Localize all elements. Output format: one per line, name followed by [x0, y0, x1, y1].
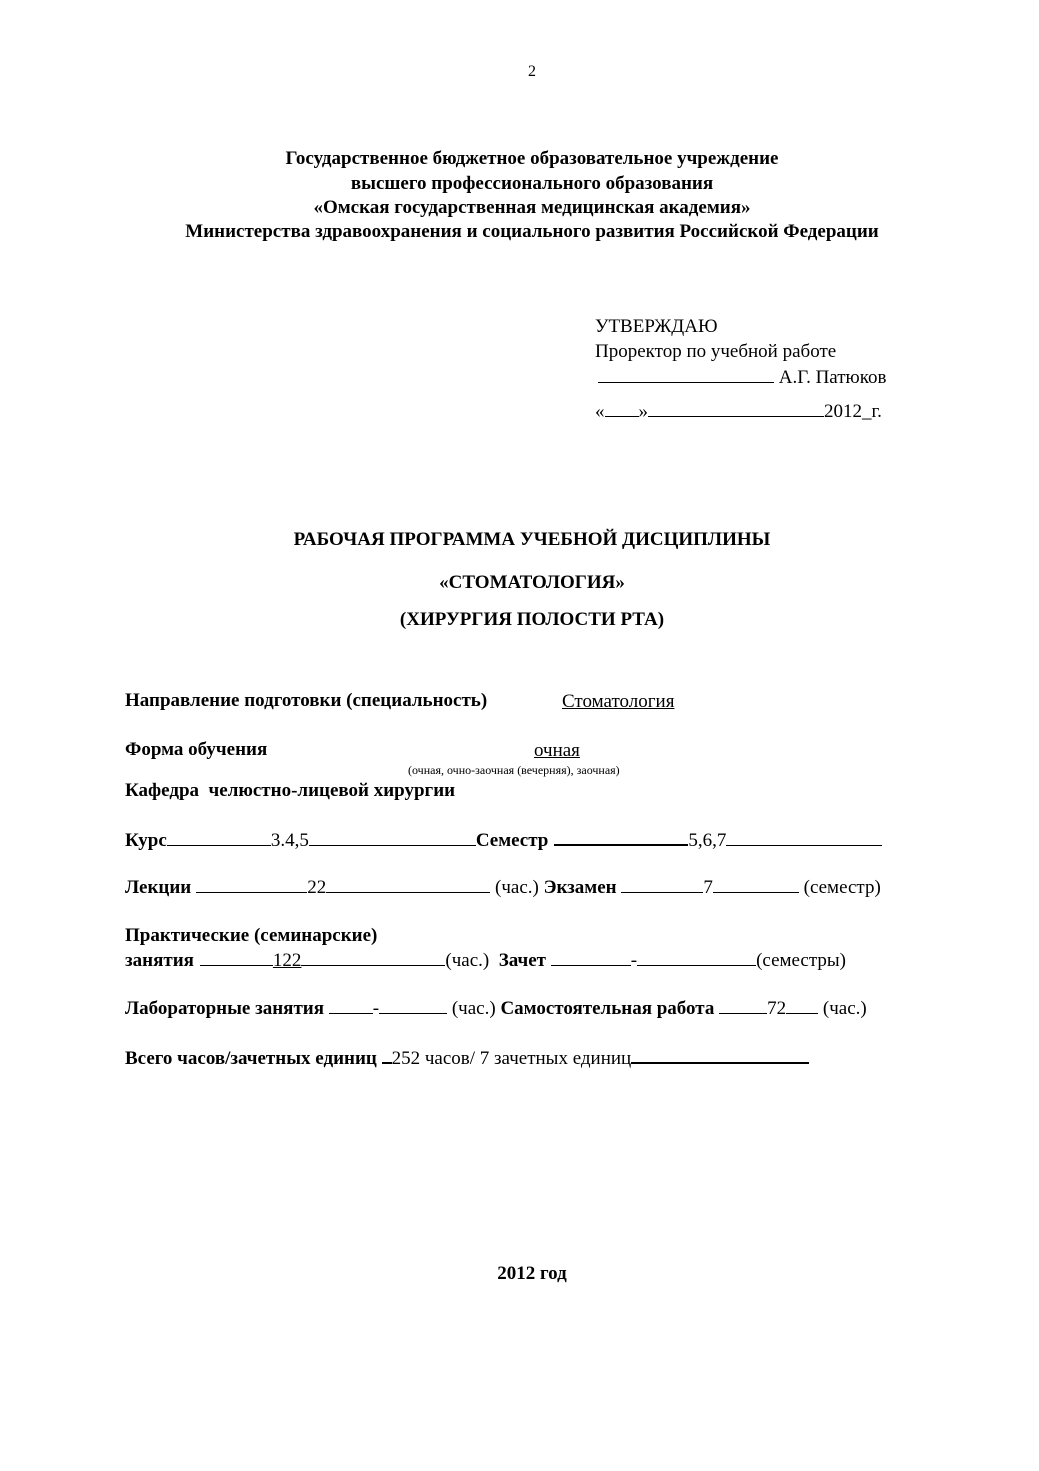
practical-blank-2	[301, 949, 445, 966]
department-label: Кафедра	[125, 780, 200, 801]
lectures-blank-1	[196, 876, 307, 893]
approval-position: Проректор по учебной работе	[595, 341, 837, 362]
semester-label: Семестр	[475, 830, 549, 851]
exam-blank-2	[713, 876, 799, 893]
approval-date	[595, 400, 882, 423]
header-line-2: высшего профессионального образования	[350, 173, 714, 194]
program-discipline: «СТОМАТОЛОГИЯ»	[439, 572, 625, 593]
lab-blank-2	[379, 997, 447, 1014]
lab-row	[125, 997, 867, 1020]
form-value: очная	[534, 740, 580, 761]
total-blank-2	[631, 1046, 809, 1064]
direction-label: Направление подготовки (специальность)	[125, 690, 488, 711]
exam-unit: (семестр)	[803, 877, 881, 898]
header-line-1: Государственное бюджетное образовательное учреждение	[285, 148, 779, 169]
course-row	[125, 828, 882, 852]
month-blank	[648, 400, 824, 417]
date-year: 2012_г.	[824, 401, 882, 422]
footer-year: 2012 год	[497, 1263, 567, 1284]
practical-blank-1	[200, 949, 273, 966]
direction-value: Стоматология	[562, 691, 675, 712]
selfwork-unit: (час.)	[822, 998, 867, 1019]
header-line-4: Министерства здравоохранения и социального развития Российской Федерации	[185, 221, 879, 242]
department-value: челюстно-лицевой хирургии	[208, 780, 456, 801]
course-label: Курс	[125, 830, 167, 851]
course-value: 3.4,5	[270, 830, 309, 851]
exam-label: Экзамен	[543, 877, 617, 898]
lectures-label: Лекции	[125, 877, 192, 898]
total-blank-1	[382, 1046, 392, 1064]
total-row	[125, 1046, 809, 1070]
lectures-value: 22	[307, 877, 327, 898]
form-hint: (очная, очно-заочная (вечерняя), заочная)	[408, 763, 620, 777]
practical-value: 122	[272, 950, 302, 971]
credit-blank-2	[637, 949, 756, 966]
selfwork-blank-1	[719, 997, 767, 1014]
lab-label: Лабораторные занятия	[125, 998, 325, 1019]
credit-value: -	[630, 950, 638, 971]
credit-unit: (семестры)	[756, 950, 846, 971]
selfwork-label: Самостоятельная работа	[500, 998, 715, 1019]
exam-blank-1	[621, 876, 703, 893]
form-label: Форма обучения	[125, 739, 268, 760]
credit-blank-1	[551, 949, 631, 966]
course-blank-1	[167, 829, 271, 846]
practical-label-2: занятия	[125, 950, 194, 971]
semester-value: 5,6,7	[688, 830, 727, 851]
signature-blank	[598, 366, 774, 383]
lab-value: -	[372, 998, 380, 1019]
program-subtitle: (ХИРУРГИЯ ПОЛОСТИ РТА)	[399, 609, 665, 630]
lab-blank-1	[329, 997, 373, 1014]
approval-signatory: А.Г. Патюков	[778, 367, 887, 388]
practical-row	[125, 949, 846, 972]
semester-blank-2	[726, 829, 882, 846]
credit-label: Зачет	[498, 950, 546, 971]
page-number: 2	[528, 63, 536, 80]
total-label: Всего часов/зачетных единиц	[125, 1048, 377, 1069]
program-title: РАБОЧАЯ ПРОГРАММА УЧЕБНОЙ ДИСЦИПЛИНЫ	[293, 529, 771, 550]
practical-label-1: Практические (семинарские)	[125, 925, 378, 946]
practical-unit: (час.)	[445, 950, 490, 971]
department-row	[125, 780, 455, 802]
total-value: 252 часов/ 7 зачетных единиц	[391, 1048, 632, 1069]
semester-blank-1	[554, 828, 688, 846]
header-line-3: «Омская государственная медицинская академия»	[313, 197, 751, 218]
exam-value: 7	[703, 877, 713, 898]
approval-title: УТВЕРЖДАЮ	[595, 316, 718, 337]
lectures-unit: (час.)	[495, 877, 539, 898]
date-close-quote: »	[638, 401, 648, 422]
course-blank-2	[309, 829, 476, 846]
day-blank	[605, 400, 639, 417]
selfwork-blank-2	[786, 997, 818, 1014]
approval-signature-line	[598, 366, 886, 389]
date-open-quote: «	[595, 401, 605, 422]
selfwork-value: 72	[767, 998, 787, 1019]
lectures-row	[125, 876, 881, 899]
lab-unit: (час.)	[451, 998, 496, 1019]
lectures-blank-2	[326, 876, 490, 893]
